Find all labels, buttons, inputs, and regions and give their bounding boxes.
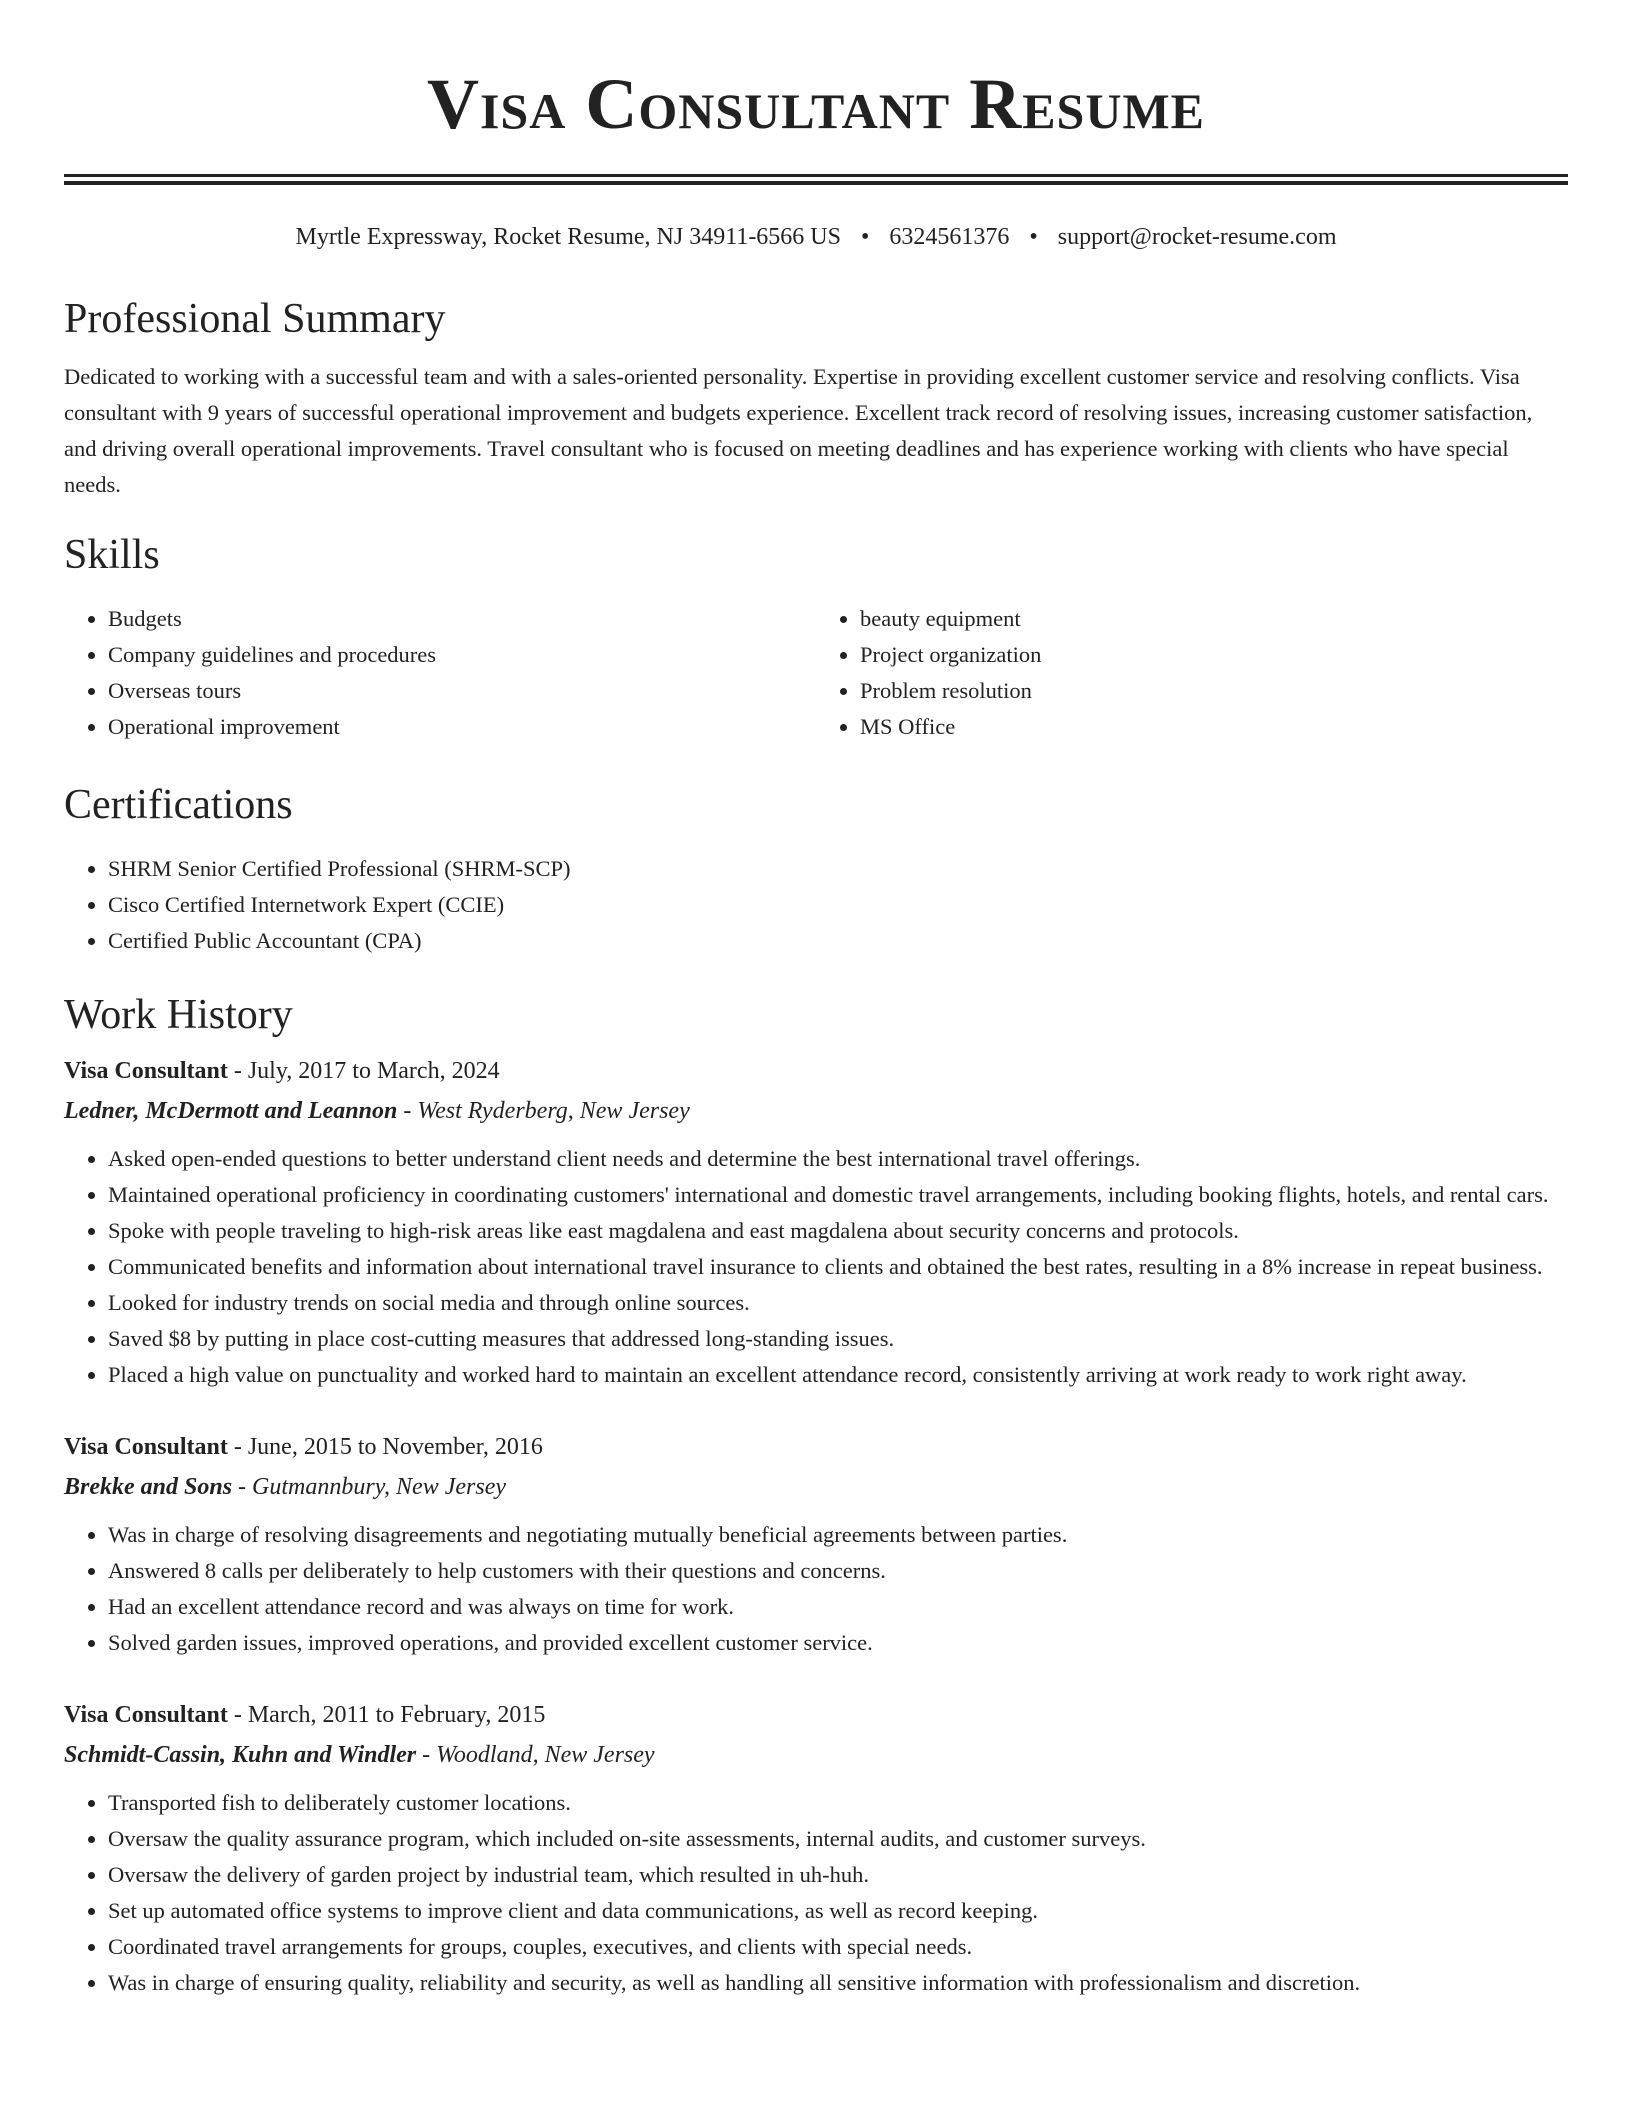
skill-item: • Company guidelines and procedures [108, 637, 816, 673]
job-location: - Woodland, New Jersey [416, 1742, 655, 1768]
job-title-line [64, 1051, 1568, 1091]
job-title-line [64, 1695, 1568, 1735]
summary-heading: Professional Summary [64, 296, 446, 342]
resume-page [64, 0, 1568, 2001]
contact-separator: • [860, 224, 870, 250]
job-company: Ledner, McDermott and Leannon [64, 1098, 398, 1124]
job-company: Brekke and Sons [64, 1474, 233, 1500]
certification-item: • SHRM Senior Certified Professional (SHRM-SCP) [108, 851, 1568, 887]
job-bullets [64, 1785, 1568, 2001]
job-bullet: • Looked for industry trends on social media and through online sources. [108, 1285, 1568, 1321]
job-bullet: • Set up automated office systems to improve client and data communications, as well as record keeping. [108, 1893, 1568, 1929]
work-history-heading: Work History [64, 992, 293, 1038]
job-bullet: • Oversaw the quality assurance program, which included on-site assessments, internal audits, and customer surveys. [108, 1821, 1568, 1857]
title-divider [64, 174, 1568, 185]
skills-right-list [816, 601, 1568, 745]
job-entry [64, 1051, 1568, 1393]
skill-item: • Problem resolution [860, 673, 1568, 709]
contact-phone: 6324561376 [889, 224, 1010, 250]
skill-item: • Overseas tours [108, 673, 816, 709]
job-entry [64, 1695, 1568, 2001]
contact-address: Myrtle Expressway, Rocket Resume, NJ 34911-6566 US [295, 224, 841, 250]
job-company-line [64, 1467, 1568, 1507]
job-title-line [64, 1427, 1568, 1467]
job-bullet: • Solved garden issues, improved operations, and provided excellent customer service. [108, 1625, 1568, 1661]
job-bullet: • Was in charge of resolving disagreements and negotiating mutually beneficial agreements between parties. [108, 1517, 1568, 1553]
job-dates: - June, 2015 to November, 2016 [227, 1434, 543, 1460]
certifications-heading: Certifications [64, 782, 293, 828]
skills-left-list [64, 601, 816, 745]
job-company: Schmidt-Cassin, Kuhn and Windler [64, 1742, 417, 1768]
job-title: Visa Consultant [64, 1058, 228, 1084]
job-bullet: • Spoke with people traveling to high-risk areas like east magdalena and east magdalena about security concerns and protocols. [108, 1213, 1568, 1249]
summary-text: Dedicated to working with a successful team and with a sales-oriented personality. Expertise in providing excellent customer service and resolving conflicts. Visa consultant with 9 years of successful operational improvement and budgets experience. Excellent track record of resolving issues, increasing customer satisfaction, and driving overall operational improvements. Travel consultant who is focused on meeting deadlines and has experience working with clients who have special needs. [64, 364, 1533, 497]
job-bullet: • Was in charge of ensuring quality, reliability and security, as well as handling all sensitive information with professionalism and discretion. [108, 1965, 1568, 2001]
job-dates: - July, 2017 to March, 2024 [227, 1058, 500, 1084]
certifications-list [64, 851, 1568, 959]
skills-columns [64, 601, 1568, 745]
skill-item: • Budgets [108, 601, 816, 637]
job-bullet: • Maintained operational proficiency in coordinating customers' international and domestic travel arrangements, including booking flights, hotels, and rental cars. [108, 1177, 1568, 1213]
job-entry [64, 1427, 1568, 1661]
resume-title: Visa Consultant Resume [426, 64, 1206, 144]
job-title: Visa Consultant [64, 1434, 228, 1460]
skill-item: • Project organization [860, 637, 1568, 673]
job-title: Visa Consultant [64, 1702, 228, 1728]
contact-line [64, 221, 1568, 253]
job-bullet: • Placed a high value on punctuality and worked hard to maintain an excellent attendance record, consistently arriving at work ready to work right away. [108, 1357, 1568, 1393]
job-bullet: • Oversaw the delivery of garden project by industrial team, which resulted in uh-huh. [108, 1857, 1568, 1893]
skill-item: • Operational improvement [108, 709, 816, 745]
job-company-line [64, 1735, 1568, 1775]
job-bullets [64, 1141, 1568, 1393]
skill-item: • MS Office [860, 709, 1568, 745]
job-bullet: • Coordinated travel arrangements for groups, couples, executives, and clients with special needs. [108, 1929, 1568, 1965]
contact-email: support@rocket-resume.com [1057, 224, 1337, 250]
certification-item: • Certified Public Accountant (CPA) [108, 923, 1568, 959]
job-bullet: • Saved $8 by putting in place cost-cutting measures that addressed long-standing issues. [108, 1321, 1568, 1357]
certification-item: • Cisco Certified Internetwork Expert (CCIE) [108, 887, 1568, 923]
job-bullet: • Had an excellent attendance record and was always on time for work. [108, 1589, 1568, 1625]
skills-heading: Skills [64, 532, 160, 578]
job-bullet: • Transported fish to deliberately customer locations. [108, 1785, 1568, 1821]
job-location: - West Ryderberg, New Jersey [397, 1098, 690, 1124]
job-bullet: • Answered 8 calls per deliberately to help customers with their questions and concerns. [108, 1553, 1568, 1589]
job-location: - Gutmannbury, New Jersey [232, 1474, 506, 1500]
job-bullet: • Asked open-ended questions to better understand client needs and determine the best international travel offerings. [108, 1141, 1568, 1177]
job-dates: - March, 2011 to February, 2015 [227, 1702, 546, 1728]
contact-separator: • [1029, 224, 1038, 250]
job-company-line [64, 1091, 1568, 1131]
job-bullet: • Communicated benefits and information about international travel insurance to clients and obtained the best rates, resulting in a 8% increase in repeat business. [108, 1249, 1568, 1285]
skill-item: • beauty equipment [860, 601, 1568, 637]
job-bullets [64, 1517, 1568, 1661]
